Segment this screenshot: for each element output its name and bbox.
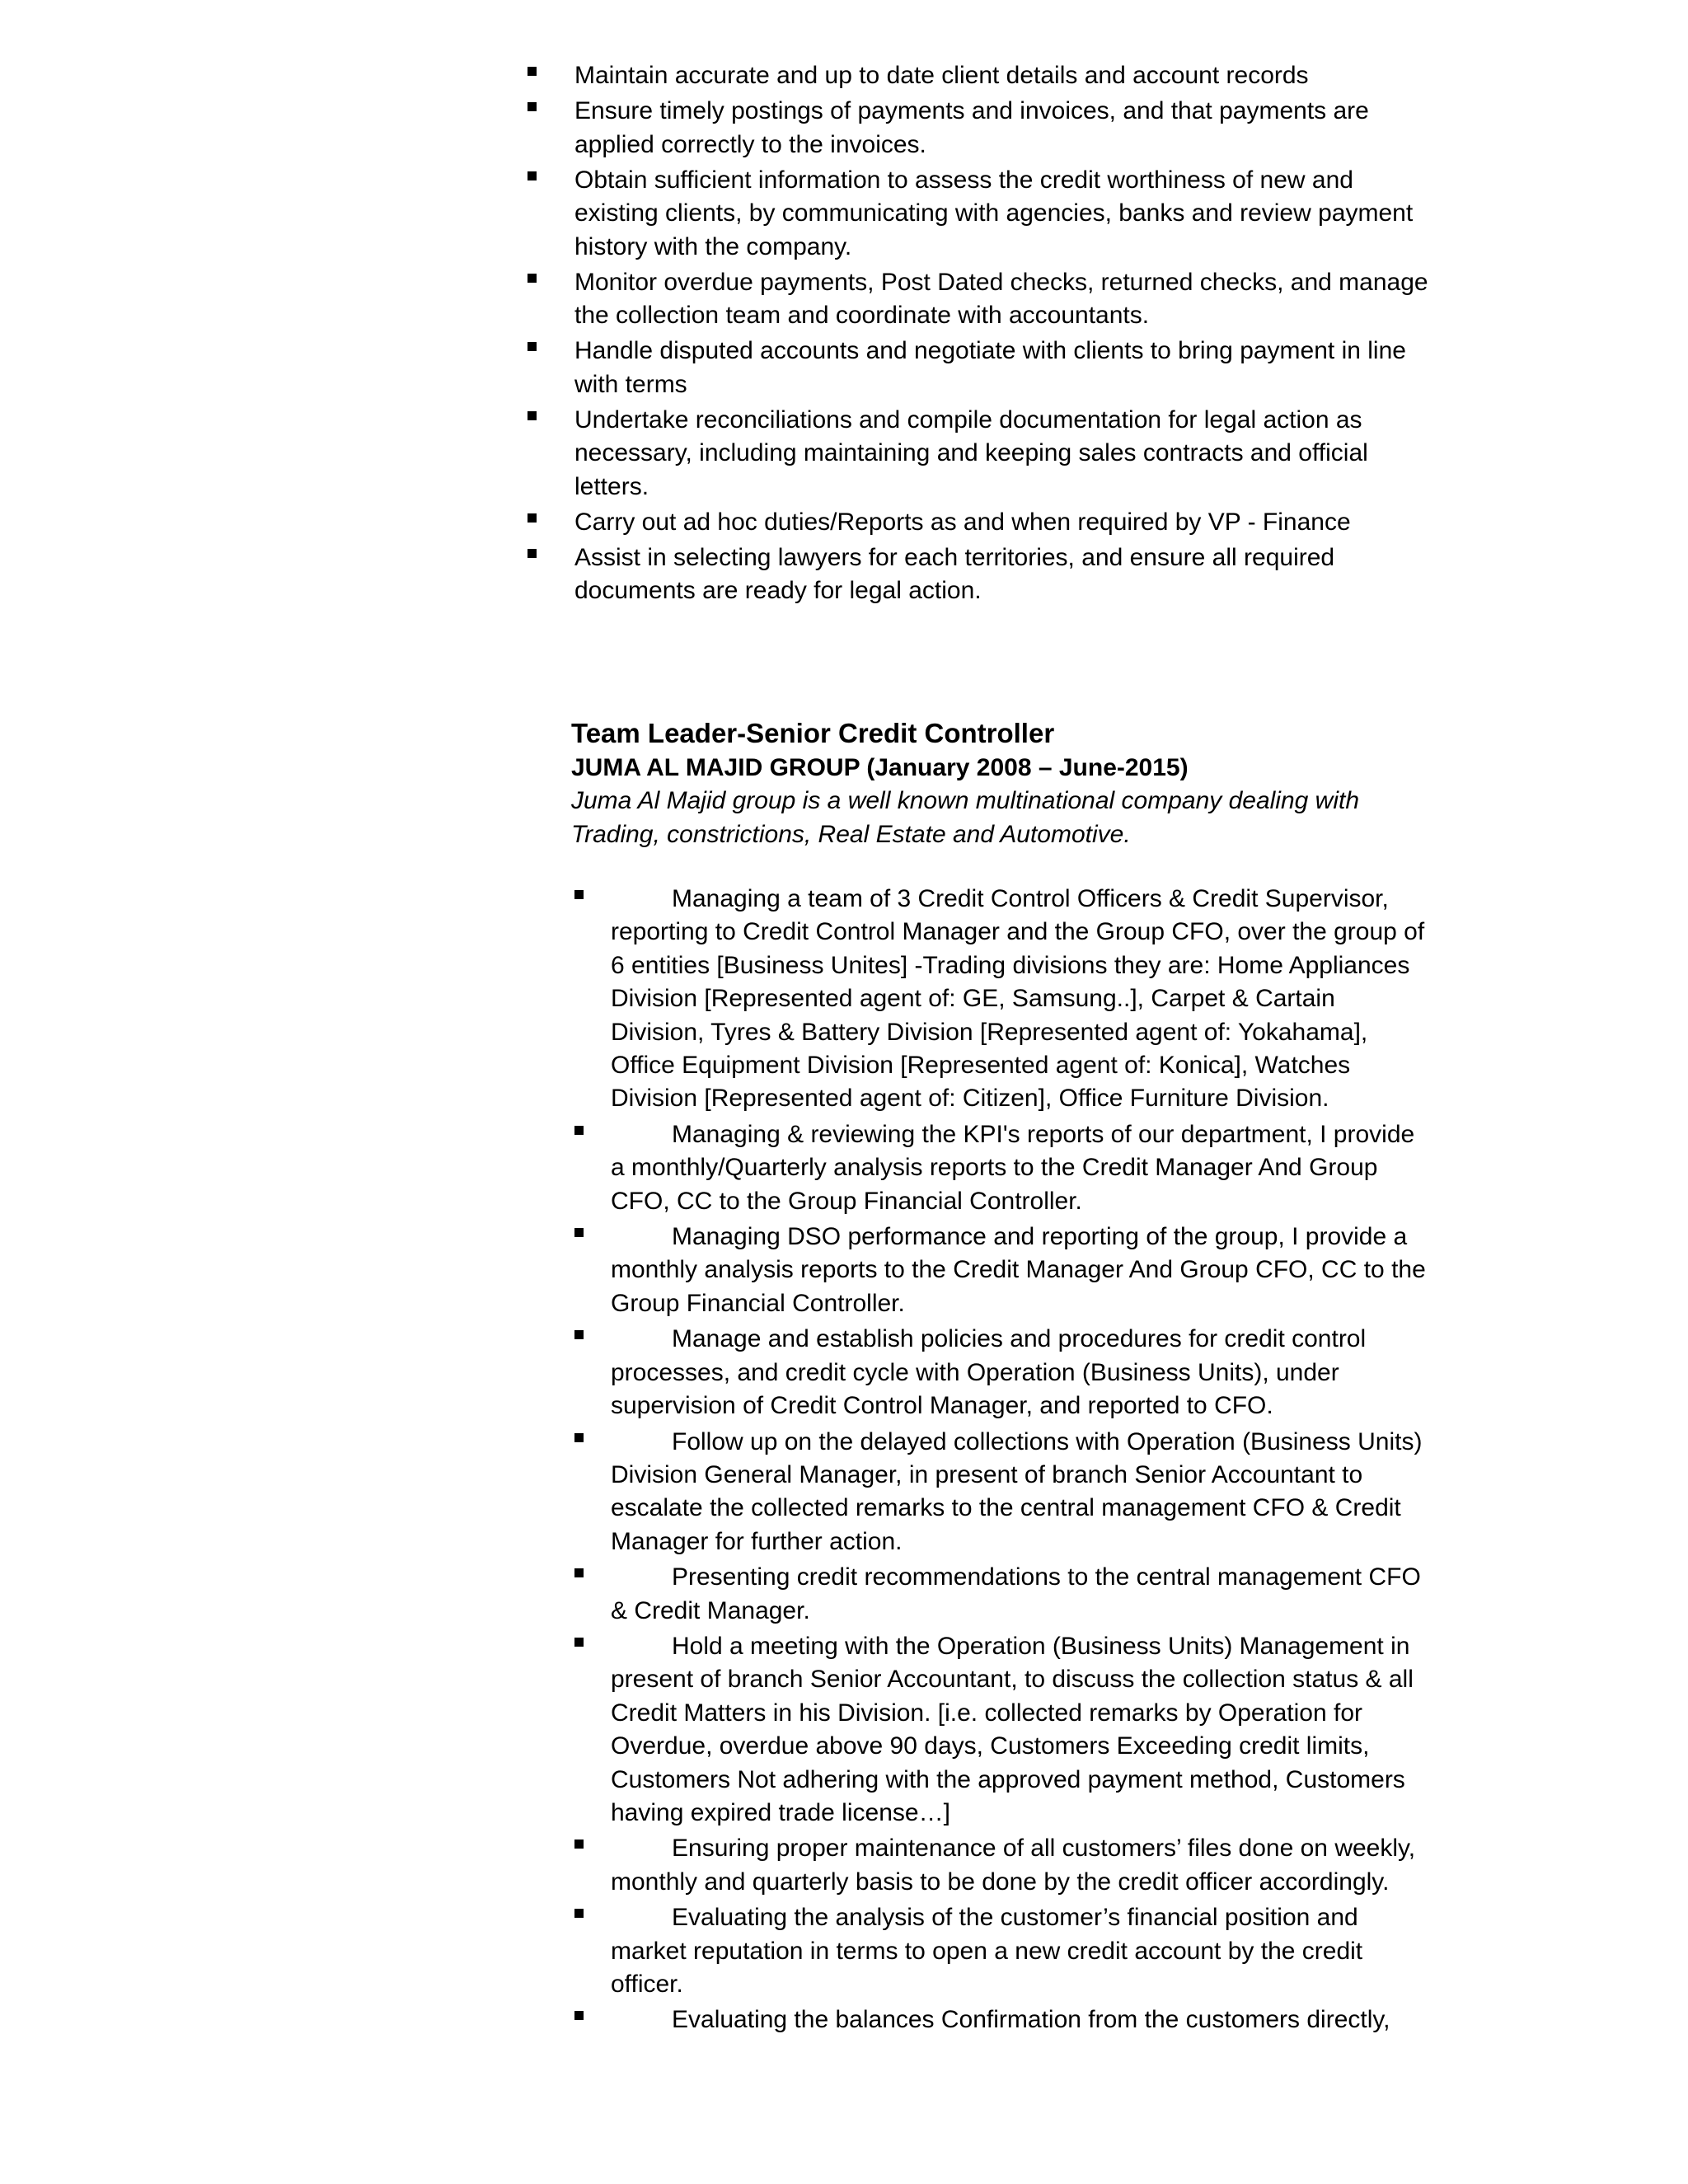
- list-item: Evaluating the balances Confirmation from the customers directly,: [0, 2004, 1435, 2036]
- list-item: Follow up on the delayed collections with Operation (Business Units) Division General Manager, in present of branch Senior Accountant to escalate the collected remarks to the central management CFO & Credit Manager for further action.: [0, 1426, 1435, 1559]
- square-bullet-icon: [574, 1568, 584, 1577]
- square-bullet-icon: [528, 274, 537, 283]
- list-item: Managing a team of 3 Credit Control Officers & Credit Supervisor, reporting to Credit Control Manager and the Group CFO, over the group of 6 entities [Business Unites] -Trading divisions they are: Home Appliances Division [Represented agent of: GE, Samsung..], Carpet & Cartain Division, Tyres & Battery Division [Represented agent of: Yokahama], Office Equipment Division [Represented agent of: Konica], Watches Division [Represented agent of: Citizen], Office Furniture Division.: [0, 883, 1435, 1116]
- square-bullet-icon: [574, 1638, 584, 1647]
- list-item: Evaluating the analysis of the customer’s financial position and market reputation in terms to open a new credit account by the credit officer.: [0, 1901, 1435, 2001]
- list-item: Undertake reconciliations and compile documentation for legal action as necessary, including maintaining and keeping sales contracts and official letters.: [0, 404, 1432, 504]
- list-item: Presenting credit recommendations to the central management CFO & Credit Manager.: [0, 1561, 1435, 1628]
- square-bullet-icon: [574, 2011, 584, 2020]
- job-header: [571, 715, 1560, 851]
- job-title: Team Leader-Senior Credit Controller: [571, 718, 1055, 748]
- list-item: Carry out ad hoc duties/Reports as and when required by VP - Finance: [0, 506, 1432, 540]
- square-bullet-icon: [574, 1909, 584, 1918]
- job-duties-list: [0, 883, 1688, 2037]
- list-item: Maintain accurate and up to date client details and account records: [0, 59, 1432, 93]
- square-bullet-icon: [528, 513, 537, 523]
- list-item: Obtain sufficient information to assess the credit worthiness of new and existing clients, by communicating with agencies, banks and review payment history with the company.: [0, 164, 1432, 265]
- job-duties-section: [0, 883, 1688, 2040]
- list-item: Hold a meeting with the Operation (Business Units) Management in present of branch Senior Accountant, to discuss the collection status & all Credit Matters in his Division. [i.e. collected remarks by Operation for Overdue, overdue above 90 days, Customers Exceeding credit limits, Customers Not adhering with the approved payment method, Customers having expired trade license…]: [0, 1630, 1435, 1830]
- square-bullet-icon: [574, 890, 584, 899]
- company-description: Juma Al Majid group is a well known multinational company dealing with Trading, constrictions, Real Estate and Automotive.: [571, 787, 1360, 848]
- square-bullet-icon: [528, 342, 537, 351]
- square-bullet-icon: [528, 67, 537, 76]
- company-name: JUMA AL MAJID GROUP (January 2008 – June-2015): [571, 754, 1189, 781]
- list-item: Managing & reviewing the KPI's reports of our department, I provide a monthly/Quarterly analysis reports to the Credit Manager And Group CFO, CC to the Group Financial Controller.: [0, 1118, 1435, 1218]
- list-item: Ensure timely postings of payments and invoices, and that payments are applied correctly to the invoices.: [0, 95, 1432, 162]
- square-bullet-icon: [574, 1228, 584, 1237]
- square-bullet-icon: [574, 1330, 584, 1339]
- responsibilities-list: [0, 59, 1688, 608]
- square-bullet-icon: [528, 549, 537, 558]
- responsibilities-list-section: [0, 59, 1688, 610]
- list-item: Handle disputed accounts and negotiate with clients to bring payment in line with terms: [0, 335, 1432, 401]
- list-item: Managing DSO performance and reporting of the group, I provide a monthly analysis reports to the Credit Manager And Group CFO, CC to the Group Financial Controller.: [0, 1221, 1435, 1320]
- square-bullet-icon: [528, 102, 537, 111]
- square-bullet-icon: [574, 1433, 584, 1442]
- list-item: Monitor overdue payments, Post Dated checks, returned checks, and manage the collection team and coordinate with accountants.: [0, 266, 1432, 333]
- list-item: Manage and establish policies and procedures for credit control processes, and credit cycle with Operation (Business Units), under supervision of Credit Control Manager, and reported to CFO.: [0, 1323, 1435, 1422]
- square-bullet-icon: [574, 1840, 584, 1849]
- list-item: Assist in selecting lawyers for each territories, and ensure all required documents are ready for legal action.: [0, 541, 1432, 608]
- square-bullet-icon: [528, 171, 537, 180]
- square-bullet-icon: [528, 411, 537, 420]
- list-item: Ensuring proper maintenance of all customers’ files done on weekly, monthly and quarterly basis to be done by the credit officer accordingly.: [0, 1832, 1435, 1899]
- square-bullet-icon: [574, 1126, 584, 1135]
